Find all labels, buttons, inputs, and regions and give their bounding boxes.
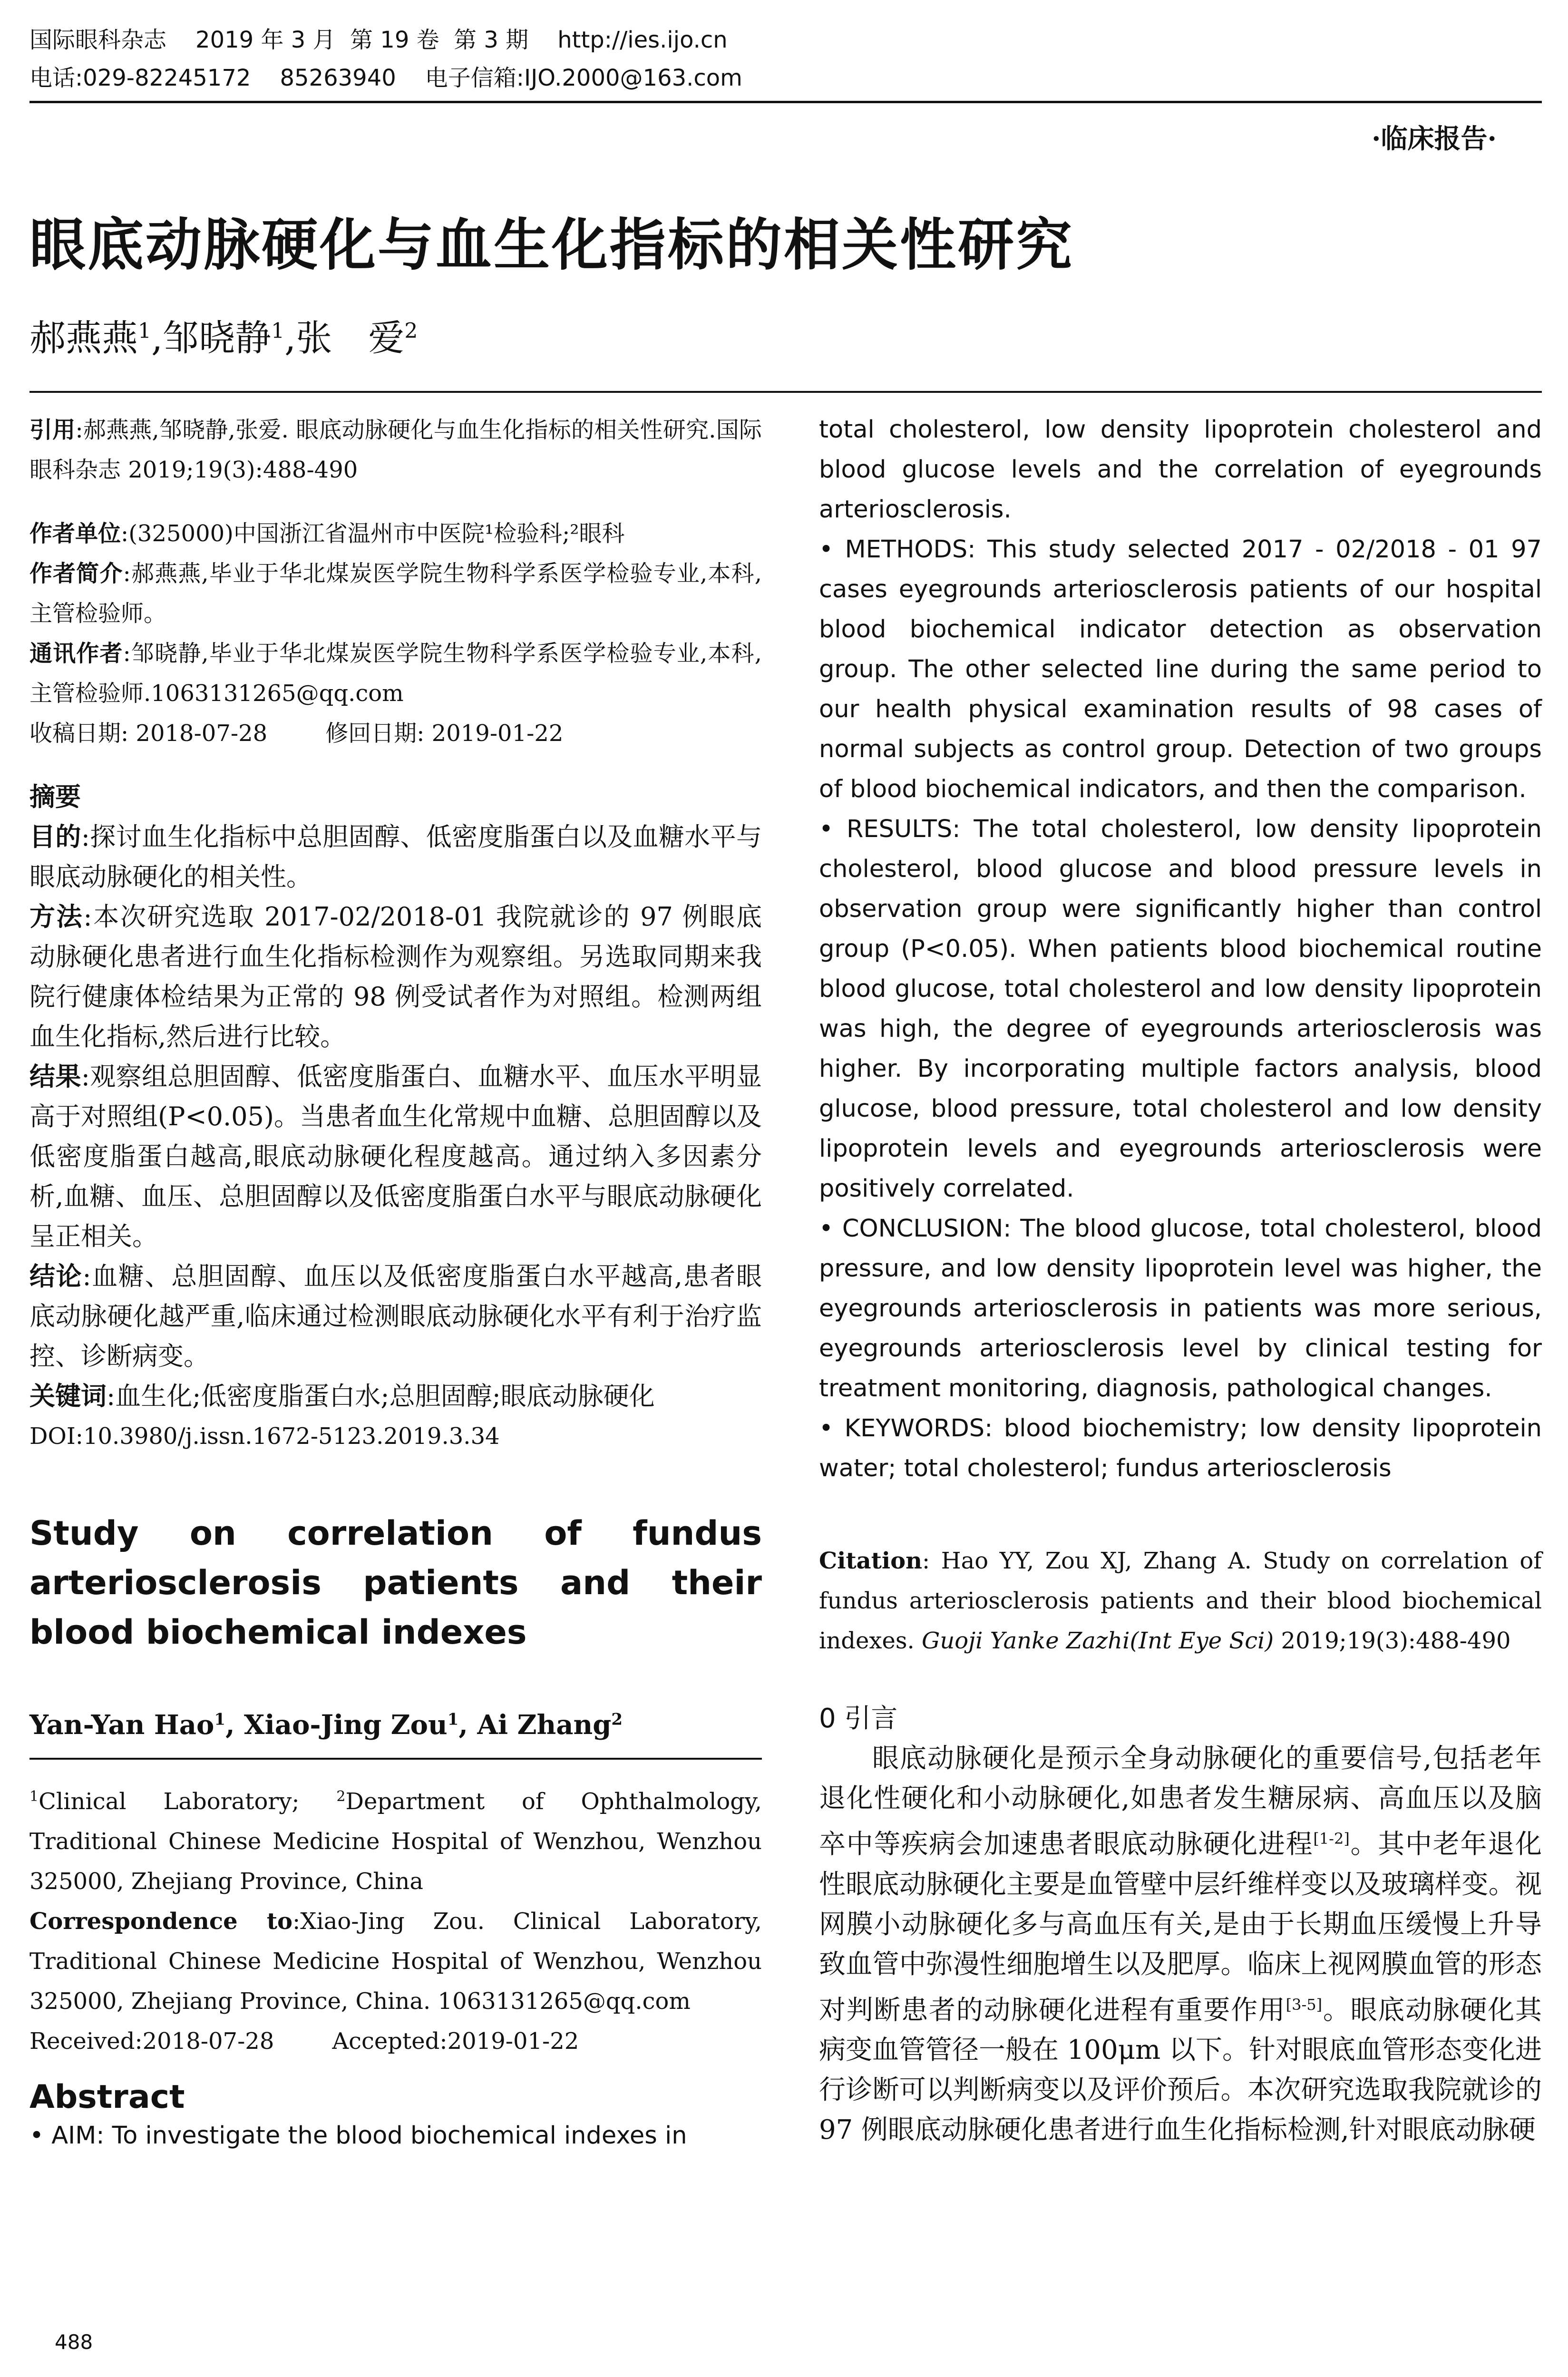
abstract-result-cn [29, 1057, 762, 1257]
article-title-en: Study on correlation of fundus arteriosclerosis patients and their blood biochemical indexes [29, 1514, 762, 1652]
abstract-conclusion-cn [29, 1257, 762, 1376]
author-bio [29, 554, 762, 633]
author-cn-3-affil: 2 [404, 319, 418, 343]
affil-en-2: Department of Ophthalmology, Traditional Chinese Medicine Hospital of Wenzhou, Wenzhou 325000, Zhejiang Province, China [29, 1788, 762, 1895]
journal-header-line1: 国际眼科杂志 2019 年 3 月 第 19 卷 第 3 期 http://ies.ijo.cn [29, 27, 728, 53]
keywords-text-cn: :血生化;低密度脂蛋白水;总胆固醇;眼底动脉硬化 [107, 1381, 655, 1411]
intro-ref-1: [1-2] [1313, 1830, 1350, 1848]
intro-text-1: 眼底动脉硬化是预示全身动脉硬化的重要信号,包括老年退化性硬化和小动脉硬化,如患者发生糖尿病、高血压以及脑卒中等疾病会加速患者眼底动脉硬化进程 [819, 1743, 1542, 1860]
keywords-cn [29, 1376, 762, 1416]
intro-ref-2: [3-5] [1286, 1995, 1323, 2014]
intro-heading: 0 引言 [819, 1703, 898, 1734]
abstract-keywords-en: • KEYWORDS: blood biochemistry; low density lipoprotein water; total cholesterol; fundus arteriosclerosis [819, 1414, 1542, 1482]
intro-paragraph [819, 1739, 1542, 2150]
affiliations-en [29, 1777, 762, 1901]
intro-text-2: 。其中老年退化性眼底动脉硬化主要是血管壁中层纤维样变以及玻璃样变。视网膜小动脉硬化多与高血压有关,是由于长期血压缓慢上升导致血管中弥漫性细胞增生以及肥厚。临床上视网膜血管的形态对判断患者的动脉硬化进程有重要作用 [819, 1829, 1542, 2026]
authors-en [29, 1709, 762, 1741]
citation-en-tail: 2019;19(3):488-490 [1274, 1627, 1511, 1654]
citation-en-label: Citation [819, 1548, 923, 1574]
affil-en-1: Clinical Laboratory; [39, 1788, 337, 1815]
author-unit-label: 作者单位 [29, 520, 121, 547]
abstract-methods-en: • METHODS: This study selected 2017 - 02/2018 - 01 97 cases eyegrounds arteriosclerosis patients of our hospital blood biochemical indicator detection as observation group. The other selected line during the same period to our health physical examination results of 98 cases of normal subjects as control group. Detection of two groups of blood biochemical indicators, and then the comparison. [819, 536, 1542, 803]
author-en-1: Yan-Yan Hao [29, 1709, 214, 1741]
author-cn-1-affil: 1 [138, 319, 151, 343]
header-rule [29, 101, 1542, 103]
abstract-heading-cn: 摘要 [29, 782, 81, 812]
received-accepted-en: Received:2018-07-28 Accepted:2019-01-22 [29, 2028, 579, 2055]
article-type: ·临床报告· [1372, 123, 1497, 155]
keywords-label-cn: 关键词 [29, 1381, 107, 1411]
citation-en [819, 1541, 1542, 1661]
method-label-cn: 方法 [29, 902, 84, 932]
abstract-aim-en-start: • AIM: To investigate the blood biochemical indexes in [29, 2122, 687, 2150]
citation-en-text: : Hao YY, Zou XJ, Zhang A. Study on correlation of fundus arteriosclerosis patients and their blood biochemical indexes. [819, 1548, 1542, 1654]
journal-header-line2: 电话:029-82245172 85263940 电子信箱:IJO.2000@163.com [29, 65, 742, 91]
abstract-results-en: • RESULTS: The total cholesterol, low density lipoprotein cholesterol, blood glucose and blood pressure levels in observation group were significantly higher than control group (P<0.05). When patients blood biochemical routine blood glucose, total cholesterol and low density lipoprotein was high, the degree of eyegrounds arteriosclerosis was higher. By incorporating multiple factors analysis, blood glucose, blood pressure, total cholesterol and low density lipoprotein levels and eyegrounds arteriosclerosis were positively correlated. [819, 815, 1542, 1203]
author-unit [29, 514, 762, 554]
abstract-aim-cn [29, 817, 762, 897]
author-cn-3: ,张 爱 [284, 317, 405, 359]
authors-cn [29, 309, 418, 361]
abstract-method-cn [29, 897, 762, 1057]
result-label-cn: 结果 [29, 1062, 81, 1091]
author-cn-2-affil: 1 [271, 319, 285, 343]
aim-label-cn: 目的 [29, 822, 81, 852]
left-column [29, 410, 762, 2156]
received-dates-cn: 收稿日期: 2018-07-28 修回日期: 2019-01-22 [29, 720, 564, 747]
author-unit-text: :(325000)中国浙江省温州市中医院¹检验科;²眼科 [121, 520, 625, 547]
authors-rule [29, 391, 1542, 393]
article-title-cn: 眼底动脉硬化与血生化指标的相关性研究 [29, 212, 1074, 278]
aim-text-cn: :探讨血生化指标中总胆固醇、低密度脂蛋白以及血糖水平与眼底动脉硬化的相关性。 [29, 822, 762, 892]
abstract-heading-en: Abstract [29, 2078, 185, 2116]
authors-en-rule [29, 1741, 762, 1760]
author-en-2: , Xiao-Jing Zou [225, 1709, 448, 1741]
affil-en-1-sup: 1 [29, 1788, 39, 1805]
author-en-1-affil: 1 [214, 1710, 226, 1729]
citation-en-journal: Guoji Yanke Zazhi(Int Eye Sci) [922, 1627, 1274, 1654]
author-en-2-affil: 1 [447, 1710, 459, 1729]
method-text-cn: :本次研究选取 2017-02/2018-01 我院就诊的 97 例眼底动脉硬化患者进行血生化指标检测作为观察组。另选取同期来我院行健康体检结果为正常的 98 例受试者作为对照组。检测两组血生化指标,然后进行比较。 [29, 902, 762, 1052]
corresponding-author [29, 633, 762, 713]
corresponding-author-text: :邹晓静,毕业于华北煤炭医学院生物科学系医学检验专业,本科,主管检验师.1063131265@qq.com [29, 640, 762, 707]
author-en-3: , Ai Zhang [458, 1709, 612, 1741]
correspondence-en-text: :Xiao-Jing Zou. Clinical Laboratory, Traditional Chinese Medicine Hospital of Wenzhou, Wenzhou 325000, Zhejiang Province, China. 1063131265@qq.com [29, 1908, 762, 2015]
correspondence-en [29, 1901, 762, 2021]
page-number: 488 [55, 2330, 93, 2354]
correspondence-en-label: Correspondence to [29, 1908, 293, 1935]
citation-cn [29, 410, 762, 490]
result-text-cn: :观察组总胆固醇、低密度脂蛋白、血糖水平、血压水平明显高于对照组(P<0.05)。当患者血生化常规中血糖、总胆固醇以及低密度脂蛋白越高,眼底动脉硬化程度越高。通过纳入多因素分析,血糖、血压、总胆固醇以及低密度脂蛋白水平与眼底动脉硬化呈正相关。 [29, 1062, 762, 1251]
author-cn-2: ,邹晓静 [151, 317, 272, 359]
intro-text-3: 。眼底动脉硬化其病变血管管径一般在 100μm 以下。针对眼底血管形态变化进行诊断可以判断病变以及评价预后。本次研究选取我院就诊的 97 例眼底动脉硬化患者进行血生化指标检测,针对眼底动脉硬 [819, 1995, 1542, 2146]
affil-en-2-sup: 2 [336, 1788, 346, 1805]
abstract-conclusion-en: • CONCLUSION: The blood glucose, total cholesterol, blood pressure, and low density lipoprotein level was higher, the eyegrounds arteriosclerosis in patients was more serious, eyegrounds arteriosclerosis level by clinical testing for treatment monitoring, diagnosis, pathological changes. [819, 1215, 1542, 1403]
abstract-aim-en-cont: total cholesterol, low density lipoprotein cholesterol and blood glucose levels and the correlation of eyegrounds arteriosclerosis. [819, 416, 1542, 524]
conclusion-label-cn: 结论 [29, 1261, 83, 1291]
corresponding-author-label: 通讯作者 [29, 640, 123, 667]
author-cn-1: 郝燕燕 [29, 317, 138, 359]
conclusion-text-cn: :血糖、总胆固醇、血压以及低密度脂蛋白水平越高,患者眼底动脉硬化越严重,临床通过检测眼底动脉硬化水平有利于治疗监控、诊断病变。 [29, 1261, 762, 1371]
doi: DOI:10.3980/j.issn.1672-5123.2019.3.34 [29, 1423, 500, 1450]
author-en-3-affil: 2 [611, 1710, 623, 1729]
citation-cn-text: :郝燕燕,邹晓静,张爱. 眼底动脉硬化与血生化指标的相关性研究.国际眼科杂志 2019;19(3):488-490 [29, 417, 762, 483]
author-bio-text: :郝燕燕,毕业于华北煤炭医学院生物科学系医学检验专业,本科,主管检验师。 [29, 560, 762, 627]
author-bio-label: 作者简介 [29, 560, 123, 587]
citation-cn-label: 引用 [29, 417, 76, 443]
right-column [819, 410, 1542, 2150]
